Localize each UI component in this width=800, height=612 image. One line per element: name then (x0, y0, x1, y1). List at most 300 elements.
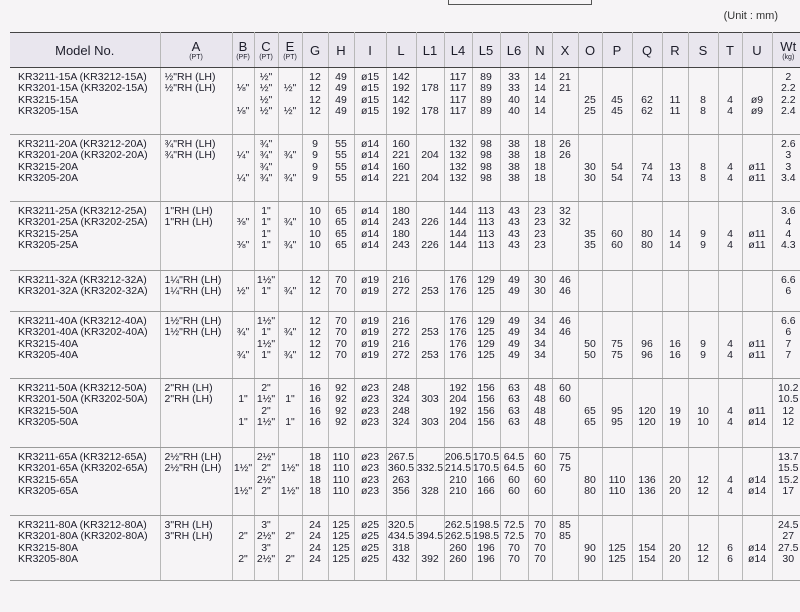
cell-value (689, 275, 718, 286)
cell-value (663, 531, 688, 542)
cell-value: 92 (335, 383, 347, 394)
column-header-label: A (191, 39, 201, 54)
cell-value (689, 316, 718, 327)
cell-value (743, 72, 772, 83)
cell-value: 125 (332, 554, 350, 566)
cell-value: KR3205-20A (18, 173, 79, 185)
cell-value: 90 (584, 542, 596, 554)
value-cell (662, 271, 688, 312)
cell-value: 210 (449, 486, 467, 498)
cell-value (553, 173, 578, 184)
cell-value: 12 (697, 542, 709, 554)
cell-value (553, 554, 578, 565)
cell-value (579, 452, 602, 463)
column-header (742, 33, 772, 68)
cell-value: 11 (669, 94, 681, 106)
cell-value: ø19 (360, 275, 380, 286)
cell-value: 2.6 (780, 139, 796, 150)
value-cell (278, 516, 302, 581)
cell-value (233, 316, 254, 327)
value-cell (578, 448, 602, 516)
cell-value (719, 83, 742, 94)
cell-value: 196 (477, 554, 495, 566)
cell-value (743, 150, 772, 161)
cell-value (279, 520, 302, 531)
cell-value (719, 217, 742, 228)
value-cell (742, 271, 772, 312)
cell-value: 70 (335, 338, 347, 350)
cell-value: 12 (309, 350, 321, 362)
column-header-label: X (560, 42, 570, 58)
cell-value: 50 (584, 350, 596, 362)
value-cell (688, 202, 718, 271)
cell-value: 24 (309, 531, 321, 543)
cell-value: 4 (727, 240, 733, 252)
cell-value: KR3215-40A (18, 338, 79, 350)
cell-value: 50 (584, 338, 596, 350)
cell-value: 221 (392, 173, 410, 185)
value-cell (552, 516, 578, 581)
cell-value: ¾" (236, 350, 250, 362)
value-cell (500, 68, 528, 135)
cell-value: 1" (261, 228, 271, 240)
cell-value (165, 486, 232, 497)
cell-value: 1" (261, 217, 271, 229)
cell-value: 9 (700, 240, 706, 252)
cell-value (689, 150, 718, 161)
cell-value: KR3215-50A (18, 405, 79, 417)
cell-value: 14 (534, 106, 546, 118)
cell-value: 318 (392, 542, 410, 554)
cell-value: 65 (584, 405, 596, 417)
cell-value: 117 (449, 106, 467, 118)
value-cell (772, 379, 800, 448)
column-header-unit: (PT) (259, 54, 273, 61)
cell-value: ½" (259, 72, 273, 83)
column-header (578, 33, 602, 68)
cell-value (743, 275, 772, 286)
cell-value (417, 229, 444, 240)
value-cell (160, 312, 232, 379)
cell-value: 21 (559, 83, 571, 95)
value-cell (552, 271, 578, 312)
cell-value: 96 (641, 338, 653, 350)
cell-value: 92 (335, 394, 347, 406)
cell-value (279, 95, 302, 106)
cell-value (603, 139, 632, 150)
cell-value: 3.4 (780, 173, 796, 185)
cell-value (579, 217, 602, 228)
cell-value: 4 (727, 338, 733, 350)
table-body (10, 68, 800, 581)
model-cell (10, 516, 160, 581)
value-cell (602, 271, 632, 312)
cell-value (553, 106, 578, 117)
cell-value: 55 (335, 173, 347, 185)
value-cell (444, 516, 472, 581)
cell-value: 267.5 (387, 452, 415, 463)
cell-value: 10 (309, 206, 321, 217)
value-cell (160, 135, 232, 202)
cell-value: 4 (727, 106, 733, 118)
cell-value: 356 (392, 486, 410, 498)
cell-value (603, 72, 632, 83)
cell-value (719, 206, 742, 217)
cell-value: ø11 (748, 173, 766, 185)
value-cell (718, 516, 742, 581)
cell-value: 324 (392, 417, 410, 429)
cell-value: 113 (477, 206, 495, 217)
cell-value: 156 (477, 394, 495, 406)
cell-value (417, 383, 444, 394)
cell-value: ø19 (360, 350, 380, 362)
cell-value: 23 (534, 217, 546, 229)
value-cell (160, 516, 232, 581)
cell-value: ¾" (283, 327, 297, 339)
cell-value: 14 (534, 94, 546, 106)
cell-value (233, 229, 254, 240)
cell-value: ø11 (748, 405, 766, 417)
cell-value (279, 543, 302, 554)
cell-value: 4.3 (780, 240, 796, 252)
cell-value (719, 72, 742, 83)
cell-value (633, 463, 662, 474)
column-header (416, 33, 444, 68)
cell-value: 70 (534, 542, 546, 554)
cell-value: 214.5 (444, 463, 472, 475)
cell-value: 75 (611, 350, 623, 362)
cell-value (689, 139, 718, 150)
value-cell (528, 135, 552, 202)
cell-value: ø9 (750, 94, 764, 106)
cell-value: ¾" (283, 173, 297, 185)
value-cell (578, 379, 602, 448)
cell-value: 30 (534, 275, 546, 286)
cell-value (663, 463, 688, 474)
cell-value: 11 (669, 106, 681, 118)
cell-value (165, 95, 232, 106)
cell-value: 2 (785, 72, 792, 83)
cell-value: 434.5 (387, 531, 415, 543)
cell-value: 262.5 (444, 520, 472, 531)
table-row (10, 271, 800, 312)
model-cell (10, 202, 160, 271)
value-cell (772, 312, 800, 379)
cell-value (233, 162, 254, 173)
cell-value: ¼" (236, 150, 250, 162)
cell-value: 192 (392, 83, 410, 95)
cell-value (603, 520, 632, 531)
cell-value: 2.4 (780, 106, 796, 118)
value-cell (302, 516, 328, 581)
cell-value: 18 (534, 161, 546, 173)
cell-value: 2"RH (LH) (164, 394, 213, 406)
column-header (302, 33, 328, 68)
cell-value: 34 (534, 327, 546, 339)
cell-value: KR3201-80A (KR3202-80A) (18, 531, 148, 543)
cell-value: 38 (508, 161, 520, 173)
value-cell (578, 271, 602, 312)
cell-value (553, 95, 578, 106)
value-cell (386, 312, 416, 379)
cell-value: 192 (392, 106, 410, 118)
value-cell (278, 135, 302, 202)
column-header-label: G (309, 42, 321, 58)
table-row (10, 379, 800, 448)
cell-value: 125 (332, 520, 350, 531)
cell-value: 70 (335, 286, 347, 298)
cell-value: 253 (421, 286, 439, 298)
cell-value: 125 (477, 350, 495, 362)
cell-value: 4 (785, 217, 792, 229)
cell-value (719, 275, 742, 286)
cell-value (633, 206, 662, 217)
cell-value (279, 406, 302, 417)
cell-value: 4 (727, 173, 733, 185)
cell-value: 248 (392, 383, 410, 394)
cell-value: 49 (508, 286, 520, 298)
value-cell (160, 448, 232, 516)
cell-value: 12 (309, 83, 321, 95)
cell-value: 1"RH (LH) (164, 217, 213, 229)
cell-value: 129 (477, 275, 495, 286)
value-cell (232, 379, 254, 448)
cell-value: 142 (392, 72, 410, 83)
cell-value (743, 531, 772, 542)
cell-value: KR3211-20A (KR3212-20A) (18, 139, 147, 150)
cell-value (233, 72, 254, 83)
value-cell (688, 379, 718, 448)
cell-value: ø14 (747, 474, 767, 486)
cell-value: 38 (508, 139, 520, 150)
cell-value: 12 (697, 554, 709, 566)
cell-value (743, 286, 772, 297)
value-cell (602, 312, 632, 379)
cell-value: ø14 (360, 139, 380, 150)
cell-value: 92 (335, 417, 347, 429)
cell-value: 63 (508, 417, 520, 429)
cell-value: 12 (309, 72, 321, 83)
cell-value (719, 383, 742, 394)
cell-value: 92 (335, 405, 347, 417)
cell-value (579, 531, 602, 542)
value-cell (278, 379, 302, 448)
value-cell (354, 202, 386, 271)
cell-value: ø23 (360, 463, 380, 475)
cell-value: 132 (449, 150, 467, 162)
cell-value: 394.5 (416, 531, 444, 543)
cell-value: 176 (449, 316, 467, 327)
cell-value: 2" (261, 486, 271, 498)
cell-value: ø25 (360, 542, 380, 554)
cell-value (689, 83, 718, 94)
cell-value: 12 (309, 275, 321, 286)
value-cell (688, 68, 718, 135)
cell-value (579, 83, 602, 94)
cell-value (603, 383, 632, 394)
cell-value: ¾" (283, 240, 297, 252)
cell-value: 20 (669, 542, 681, 554)
value-cell (578, 68, 602, 135)
cell-value: 328 (421, 486, 439, 498)
cell-value: ø14 (360, 217, 380, 229)
cell-value: 49 (335, 106, 347, 118)
cell-value: 110 (608, 486, 626, 498)
cell-value: 80 (584, 474, 596, 486)
cell-value (719, 139, 742, 150)
cell-value: 95 (611, 417, 623, 429)
value-cell (632, 135, 662, 202)
model-cell (10, 135, 160, 202)
cell-value: 43 (508, 228, 520, 240)
value-cell (742, 516, 772, 581)
cell-value (165, 173, 232, 184)
cell-value: 3"RH (LH) (164, 531, 213, 543)
value-cell (742, 379, 772, 448)
column-header-label: E (285, 39, 295, 54)
value-cell (254, 312, 278, 379)
cell-value: KR3211-25A (KR3212-25A) (18, 206, 147, 217)
cell-value: 12 (309, 94, 321, 106)
cell-value: KR3215-15A (18, 94, 79, 106)
cell-value: 55 (335, 139, 347, 150)
cell-value (417, 162, 444, 173)
cell-value (579, 275, 602, 286)
value-cell (662, 68, 688, 135)
cell-value: 144 (449, 217, 467, 229)
cell-value (743, 520, 772, 531)
cell-value (579, 316, 602, 327)
cell-value: 226 (421, 217, 439, 229)
cell-value: 4 (785, 228, 792, 240)
value-cell (232, 68, 254, 135)
cell-value: 180 (392, 228, 410, 240)
value-cell (328, 271, 354, 312)
cell-value (663, 452, 688, 463)
cell-value: ø19 (360, 327, 380, 339)
cell-value: 3.6 (780, 206, 796, 217)
cell-value: 74 (641, 161, 653, 173)
cell-value (633, 83, 662, 94)
cell-value: 62 (641, 106, 653, 118)
value-cell (160, 379, 232, 448)
cell-value: 9 (700, 338, 706, 350)
cell-value: 156 (477, 417, 495, 429)
cell-value: 142 (392, 94, 410, 106)
cell-value: 49 (508, 275, 520, 286)
cell-value: 64.5 (503, 463, 525, 475)
cell-value: 8 (700, 94, 706, 106)
cell-value: 1½" (256, 394, 276, 406)
cell-value: KR3211-15A (KR3212-15A) (18, 72, 147, 83)
cell-value (663, 383, 688, 394)
cell-value (417, 339, 444, 350)
value-cell (772, 135, 800, 202)
table-row (10, 312, 800, 379)
cell-value: 20 (669, 554, 681, 566)
value-cell (416, 271, 444, 312)
value-cell (602, 202, 632, 271)
cell-value (579, 463, 602, 474)
table-row (10, 202, 800, 271)
cell-value: 23 (534, 240, 546, 252)
cell-value: 10 (309, 228, 321, 240)
cell-value: 110 (332, 474, 350, 486)
cell-value: 26 (559, 139, 571, 150)
cell-value (689, 452, 718, 463)
cell-value (689, 463, 718, 474)
cell-value: 160 (392, 139, 410, 150)
value-cell (688, 271, 718, 312)
cell-value: 80 (584, 486, 596, 498)
cell-value (663, 520, 688, 531)
cell-value: 113 (477, 217, 495, 229)
cell-value: KR3205-25A (18, 240, 79, 252)
cell-value: 16 (669, 350, 681, 362)
cell-value: KR3205-65A (18, 486, 79, 498)
cell-value: ø14 (360, 161, 380, 173)
cell-value (579, 520, 602, 531)
cell-value: 48 (534, 405, 546, 417)
cell-value: 2.2 (780, 94, 796, 106)
cell-value (233, 95, 254, 106)
cell-value: 1¼"RH (LH) (164, 275, 222, 286)
value-cell (632, 312, 662, 379)
cell-value (603, 83, 632, 94)
column-header (444, 33, 472, 68)
value-cell (662, 202, 688, 271)
value-cell (444, 312, 472, 379)
cell-value: 13 (669, 161, 681, 173)
cell-value: KR3215-80A (18, 542, 79, 554)
cell-value: 14 (669, 228, 681, 240)
cell-value (603, 275, 632, 286)
cell-value: 263 (392, 474, 410, 486)
value-cell (528, 448, 552, 516)
cell-value: 210 (449, 474, 467, 486)
cell-value (165, 339, 232, 350)
cell-value: 132 (449, 161, 467, 173)
cell-value: 95 (611, 405, 623, 417)
cell-value (663, 217, 688, 228)
cell-value (743, 452, 772, 463)
cell-value (165, 543, 232, 554)
cell-value: 10 (309, 240, 321, 252)
value-cell (472, 202, 500, 271)
cell-value: 117 (449, 83, 467, 95)
cell-value (689, 394, 718, 405)
cell-value: 85 (559, 520, 571, 531)
cell-value: 272 (392, 327, 410, 339)
cell-value (689, 531, 718, 542)
value-cell (328, 202, 354, 271)
cell-value: ø15 (360, 72, 380, 83)
cell-value: ø11 (748, 161, 766, 173)
cell-value: ø23 (360, 417, 380, 429)
column-header (254, 33, 278, 68)
value-cell (528, 68, 552, 135)
cell-value (233, 383, 254, 394)
cell-value: 72.5 (503, 520, 525, 531)
cell-value: 2.2 (780, 83, 796, 95)
cell-value (663, 316, 688, 327)
cell-value: ø11 (748, 228, 766, 240)
cell-value: ø14 (360, 228, 380, 240)
cell-value: 34 (534, 350, 546, 362)
cell-value: ø11 (748, 350, 766, 362)
cell-value: 60 (611, 228, 623, 240)
value-cell (160, 271, 232, 312)
